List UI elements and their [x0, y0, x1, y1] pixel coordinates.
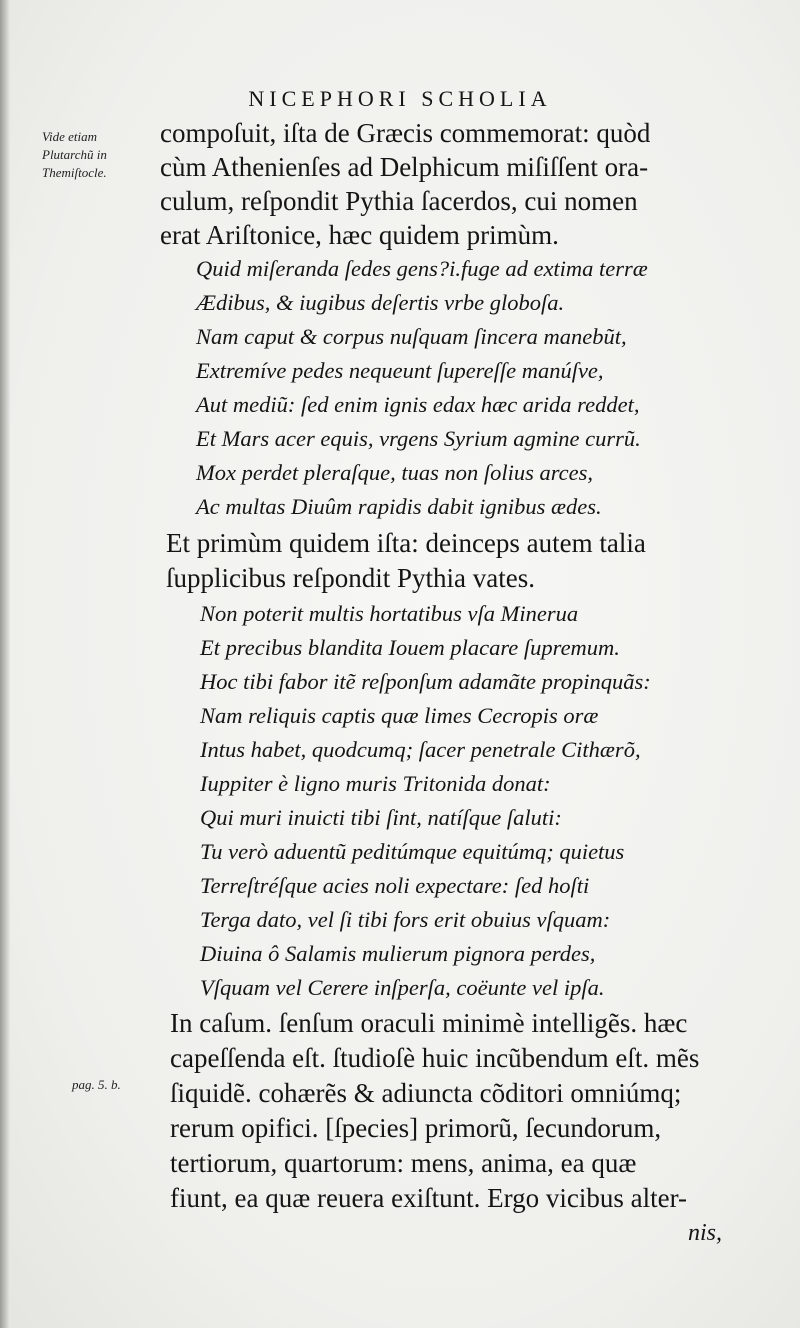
prose-line: erat Ariſtonice, hæc quidem primùm. — [160, 220, 559, 250]
prose-line: tertiorum, quartorum: mens, anima, ea quæ — [170, 1148, 637, 1178]
prose-line: rerum opifici. [ſpecies] primorũ, ſecundorum, — [170, 1113, 662, 1143]
verse-line: Et precibus blandita Iouem placare ſupremum. — [200, 635, 620, 660]
prose-line: ſiquidẽ. cohærẽs & adiuncta cõditori omniúmq; — [170, 1078, 682, 1108]
prose-line: capeſſenda eſt. ſtudioſè huic incũbendum eſt. mẽs — [170, 1043, 700, 1073]
verse-line: Nam caput & corpus nuſquam ſincera manebũt, — [196, 324, 627, 349]
verse-line: Non poterit multis hortatibus vſa Minerua — [200, 601, 579, 626]
verse-line: Vſquam vel Cerere inſperſa, coëunte vel ipſa. — [200, 975, 605, 1000]
verse-line: Terreſtréſque acies noli expectare: ſed hoſti — [200, 873, 590, 898]
verse-line: Mox perdet pleraſque, tuas non ſolius arces, — [196, 460, 594, 485]
verse-line: Diuina ô Salamis mulierum pignora perdes, — [200, 941, 596, 966]
prose-line: ſupplicibus reſpondit Pythia vates. — [166, 563, 535, 593]
prose-line: culum, reſpondit Pythia ſacerdos, cui nomen — [160, 186, 638, 216]
prose-line: Et primùm quidem iſta: deinceps autem talia — [166, 528, 646, 558]
prose-line: compoſuit, iſta de Græcis commemorat: quòd — [160, 118, 651, 148]
prose-line: In caſum. ſenſum oraculi minimè intelligẽs. hæc — [170, 1008, 688, 1038]
verse-line: Tu verò aduentũ peditúmque equitúmq; quietus — [200, 839, 625, 864]
verse-line: Aut mediũ: ſed enim ignis edax hæc arida reddet, — [196, 392, 640, 417]
margin-note-page-ref: pag. 5. b. — [72, 1077, 121, 1092]
verse-line: Extremíve pedes nequeunt ſupereſſe manúſve, — [196, 358, 604, 383]
verse-line: Et Mars acer equis, vrgens Syrium agmine currũ. — [196, 426, 641, 451]
running-head: NICEPHORI SCHOLIA — [248, 86, 552, 111]
verse-line: Iuppiter è ligno muris Tritonida donat: — [200, 771, 551, 796]
verse-line: Qui muri inuicti tibi ſint, natíſque ſaluti: — [200, 805, 562, 830]
verse-line: Hoc tibi fabor itẽ reſponſum adamãte propinquãs: — [200, 669, 651, 694]
verse-line: Quid miſeranda ſedes gens?i.fuge ad extima terræ — [196, 256, 648, 281]
verse-line: Ædibus, & iugibus deſertis vrbe globoſa. — [196, 290, 565, 315]
margin-note-plutarch: Vide etiam Plutarchũ in Themiſtocle. — [42, 129, 107, 180]
verse-line: Intus habet, quodcumq; ſacer penetrale Cithærõ, — [200, 737, 641, 762]
verse-line: Ac multas Diuûm rapidis dabit ignibus ædes. — [196, 494, 602, 519]
verse-line: Nam reliquis captis quæ limes Cecropis oræ — [200, 703, 599, 728]
verse-line: Terga dato, vel ſi tibi fors erit obuius vſquam: — [200, 907, 611, 932]
prose-line: cùm Athenienſes ad Delphicum miſiſſent ora- — [160, 152, 649, 182]
page-edge-shadow — [0, 0, 10, 1328]
prose-line: fiunt, ea quæ reuera exiſtunt. Ergo vicibus alter- — [170, 1183, 688, 1213]
catchword: nis, — [688, 1220, 723, 1246]
